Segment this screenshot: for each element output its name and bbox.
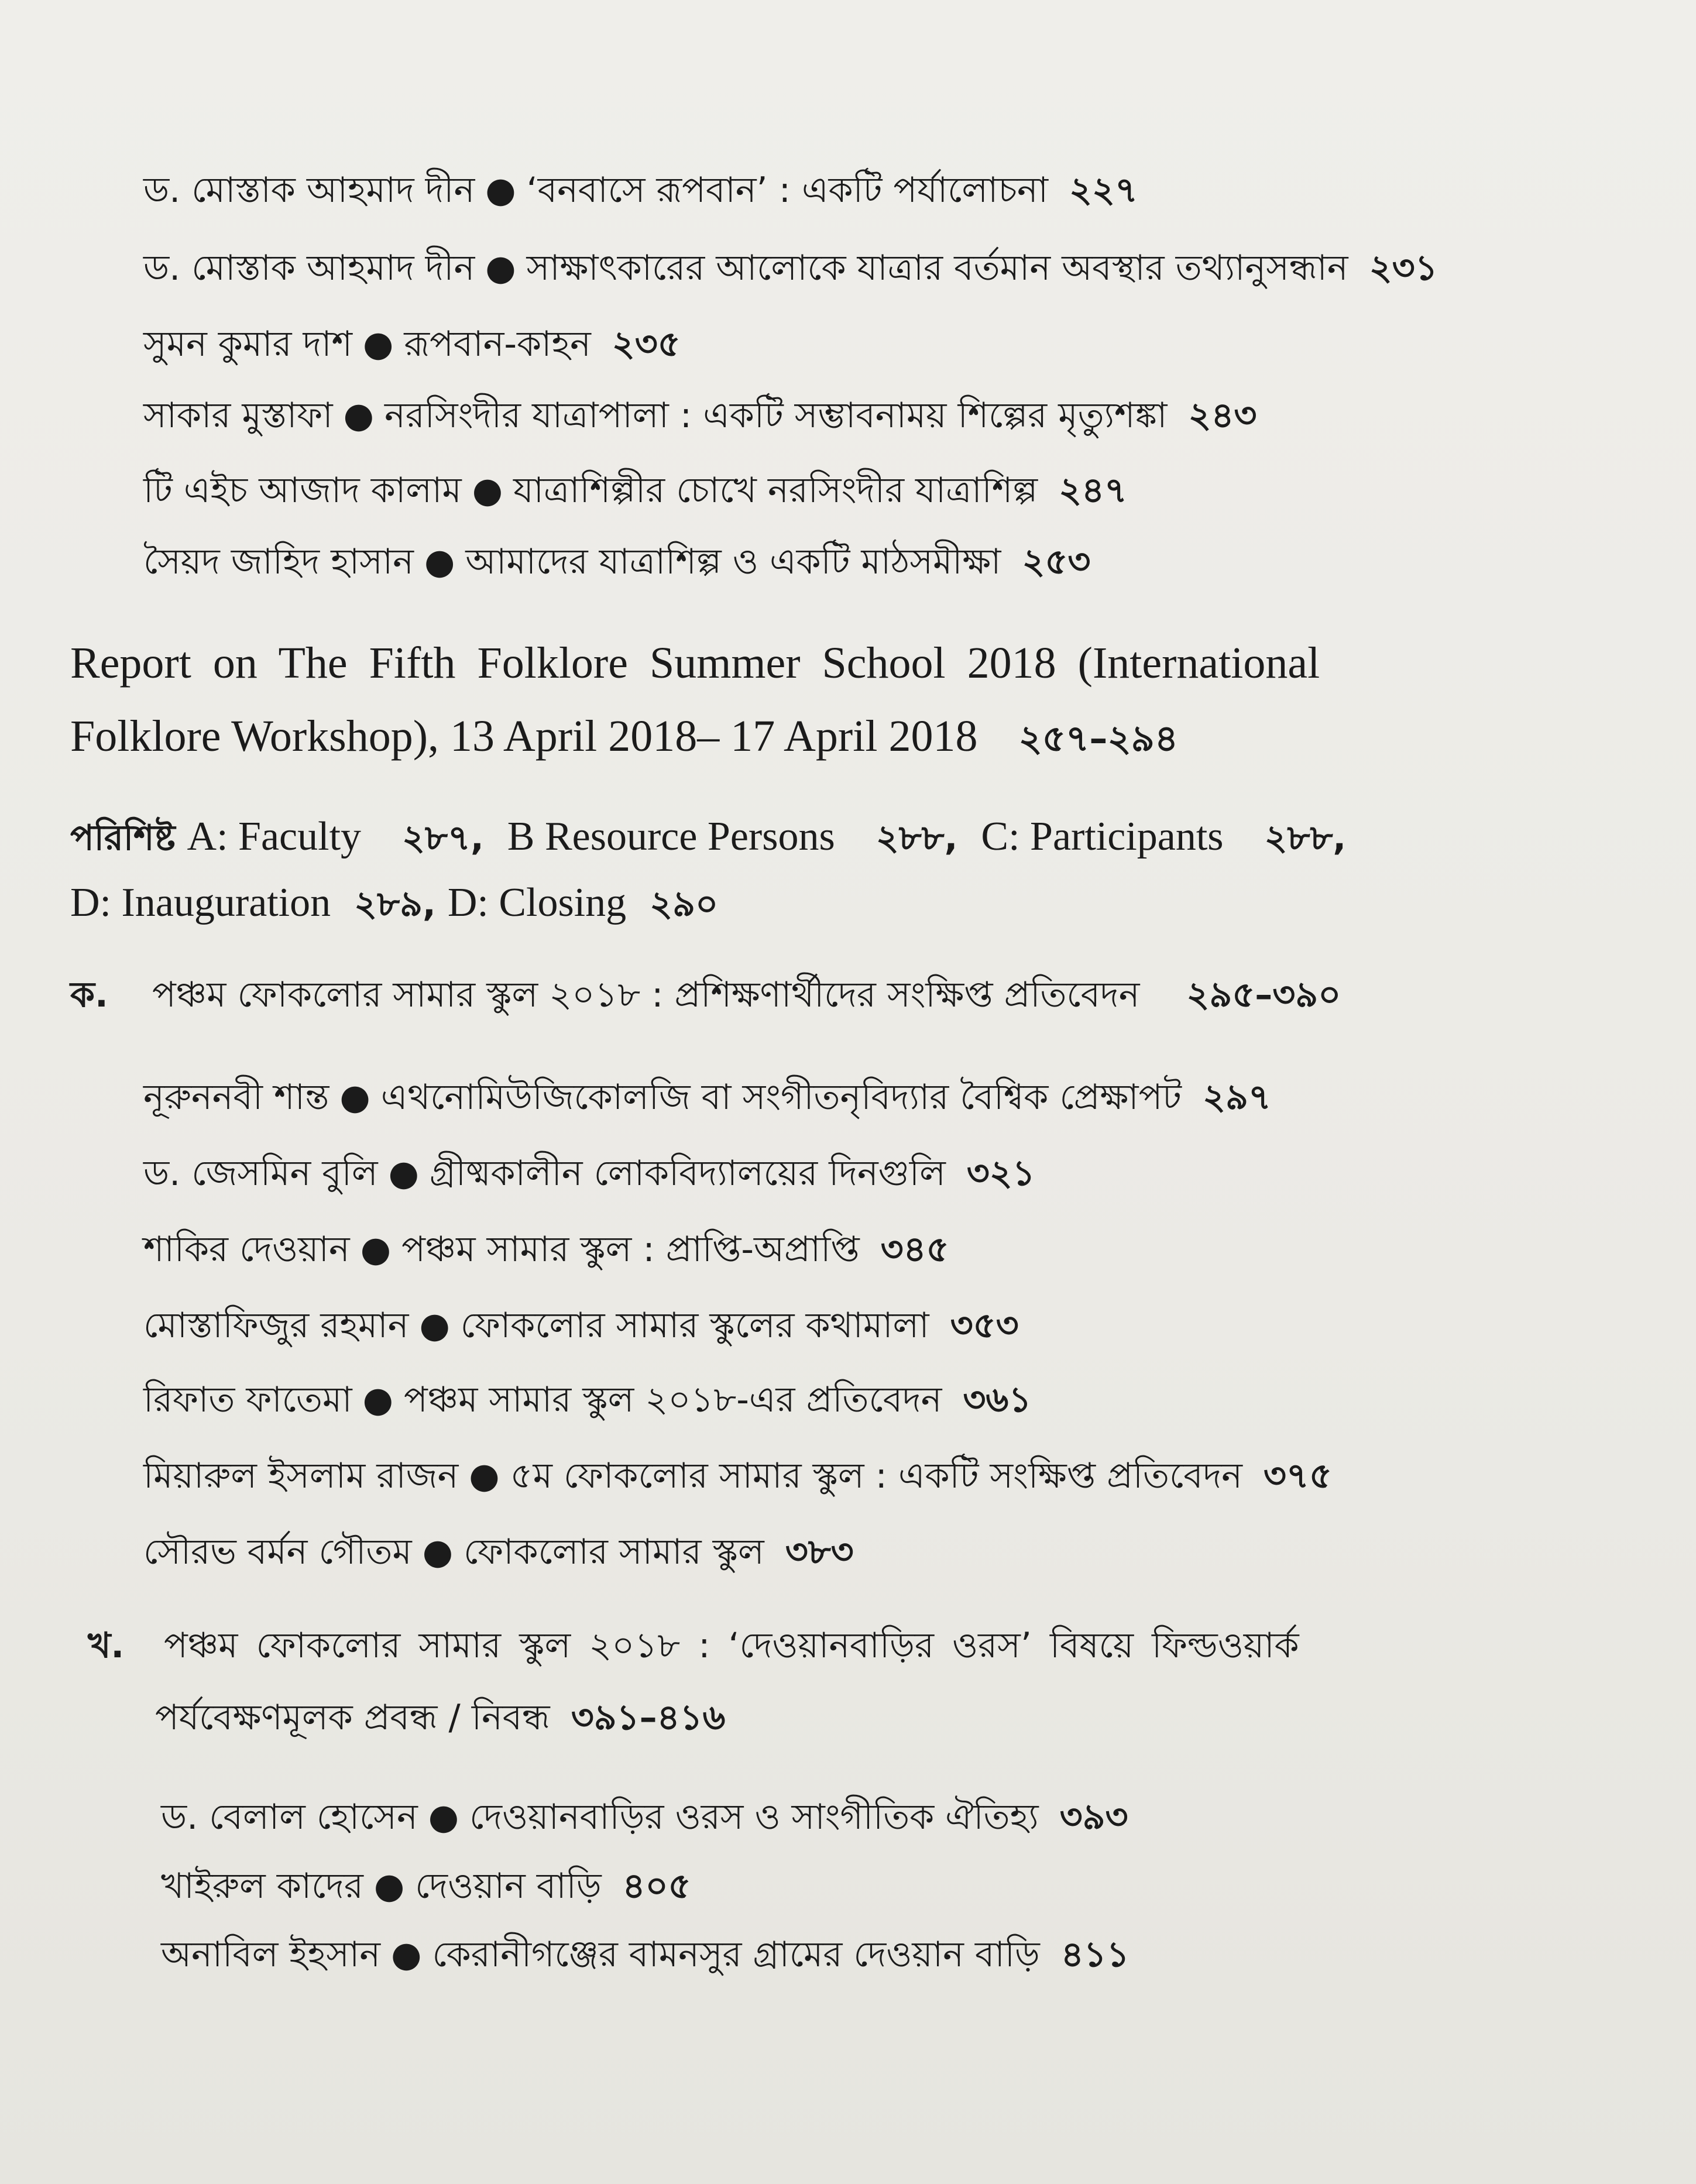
entry-title: যাত্রাশিল্পীর চোখে নরসিংদীর যাত্রাশিল্প <box>513 470 1038 511</box>
bullet-icon: ● <box>360 1229 392 1270</box>
entry-author: মিয়ারুল ইসলাম রাজন <box>143 1455 459 1496</box>
section-kha-title-line2: পর্যবেক্ষণমূলক প্রবন্ধ / নিবন্ধ <box>155 1697 550 1738</box>
entry-author: ড. বেলাল হোসেন <box>161 1797 418 1838</box>
toc-entry <box>143 541 1091 582</box>
entry-author: অনাবিল ইহসান <box>161 1934 381 1975</box>
section-ka-pages: ২৯৫–৩৯০ <box>1186 974 1341 1015</box>
toc-entry <box>161 1797 1128 1838</box>
toc-entry <box>143 324 681 365</box>
toc-entry <box>143 1229 949 1270</box>
entry-title: ফোকলোর সামার স্কুলের কথামালা <box>460 1305 929 1346</box>
entry-author: ড. জেসমিন বুলি <box>143 1153 378 1194</box>
appendix-line1 <box>70 816 1346 857</box>
toc-entry <box>161 1934 1129 1975</box>
entry-author: টি এইচ আজাদ কালাম <box>143 470 462 511</box>
entry-page: ২৪৩ <box>1188 395 1257 436</box>
toc-entry <box>143 395 1257 436</box>
entry-title: দেওয়ান বাড়ি <box>415 1866 602 1907</box>
entry-page: ২৩৫ <box>612 324 681 365</box>
toc-entry <box>143 170 1138 211</box>
entry-author: রিফাত ফাতেমা <box>143 1379 352 1420</box>
entry-author: খাইরুল কাদের <box>161 1866 363 1907</box>
entry-page: ৩৭৫ <box>1263 1455 1332 1496</box>
bullet-icon: ● <box>428 1797 459 1838</box>
appendix-d2-text: D: Closing <box>447 880 627 925</box>
section-kha-label: খ. <box>88 1625 125 1666</box>
entry-author: সৈয়দ জাহিদ হাসান <box>143 541 414 582</box>
section-kha-heading-line2 <box>155 1697 726 1738</box>
entry-title: দেওয়ানবাড়ির ওরস ও সাংগীতিক ঐতিহ্য <box>469 1797 1039 1838</box>
bullet-icon: ● <box>373 1866 405 1907</box>
entry-title: ৫ম ফোকলোর সামার স্কুল : একটি সংক্ষিপ্ত প্রতিবেদন <box>510 1455 1242 1496</box>
entry-page: ৩৪৫ <box>880 1229 949 1270</box>
entry-author: সুমন কুমার দাশ <box>143 324 353 365</box>
entry-title: ফোকলোর সামার স্কুল <box>464 1531 764 1572</box>
entry-title: পঞ্চম সামার স্কুল ২০১৮-এর প্রতিবেদন <box>403 1379 942 1420</box>
entry-page: ৩২১ <box>966 1153 1035 1194</box>
section-kha-heading-line1 <box>88 1625 1299 1666</box>
entry-page: ৩৮৩ <box>785 1531 854 1572</box>
bullet-icon: ● <box>424 541 455 582</box>
entry-title: এথনোমিউজিকোলজি বা সংগীতনৃবিদ্যার বৈশ্বিক প্রেক্ষাপট <box>380 1077 1182 1118</box>
bullet-icon: ● <box>485 248 516 289</box>
entry-title: রূপবান-কাহন <box>404 324 591 365</box>
entry-author: ড. মোস্তাক আহমাদ দীন <box>143 170 475 211</box>
bullet-icon: ● <box>419 1305 450 1346</box>
toc-entry <box>161 1866 691 1907</box>
toc-entry <box>143 1153 1035 1194</box>
entry-page: ৪১১ <box>1060 1934 1129 1975</box>
bullet-icon: ● <box>422 1531 454 1572</box>
toc-entry <box>143 248 1438 289</box>
entry-page: ২২৭ <box>1069 170 1138 211</box>
entry-title: নরসিংদীর যাত্রাপালা : একটি সম্ভাবনাময় শিল্পের মৃত্যুশঙ্কা <box>384 395 1168 436</box>
bullet-icon: ● <box>469 1455 500 1496</box>
appendix-a-text: A: Faculty <box>187 814 362 859</box>
appendix-b-text: B Resource Persons <box>507 814 835 859</box>
entry-title: গ্রীষ্মকালীন লোকবিদ্যালয়ের দিনগুলি <box>429 1153 946 1194</box>
section-ka-label: ক. <box>70 974 108 1015</box>
toc-entry <box>143 1305 1019 1346</box>
entry-page: ৩৬১ <box>963 1379 1032 1420</box>
entry-title: আমাদের যাত্রাশিল্প ও একটি মাঠসমীক্ষা <box>465 541 1001 582</box>
appendix-label: পরিশিষ্ট <box>70 818 176 859</box>
toc-entry <box>143 1379 1032 1420</box>
entry-title: সাক্ষাৎকারের আলোকে যাত্রার বর্তমান অবস্থার তথ্যানুসন্ধান <box>526 248 1348 289</box>
section-ka-title: পঞ্চম ফোকলোর সামার স্কুল ২০১৮ : প্রশিক্ষণার্থীদের সংক্ষিপ্ত প্রতিবেদন <box>152 974 1140 1015</box>
appendix-d2-page: ২৯০ <box>650 884 719 925</box>
bullet-icon: ● <box>363 324 394 365</box>
appendix-d1-page: ২৮৯, <box>354 884 436 925</box>
entry-author: সাকার মুস্তাফা <box>143 395 333 436</box>
appendix-d1-text: D: Inauguration <box>70 880 331 925</box>
toc-entry <box>143 1077 1271 1118</box>
entry-title: কেরানীগঞ্জের বামনসুর গ্রামের দেওয়ান বাড়ি <box>432 1934 1040 1975</box>
entry-page: ৩৯৩ <box>1059 1797 1128 1838</box>
bullet-icon: ● <box>391 1934 422 1975</box>
section-ka-heading <box>70 974 1341 1015</box>
entry-page: ২৫৩ <box>1022 541 1091 582</box>
section-kha-pages: ৩৯১–৪১৬ <box>571 1697 726 1738</box>
toc-entry <box>143 1455 1332 1496</box>
entry-title: পঞ্চম সামার স্কুল : প্রাপ্তি-অপ্রাপ্তি <box>401 1229 860 1270</box>
appendix-c-text: C: Participants <box>981 814 1224 859</box>
toc-entry <box>143 1531 854 1572</box>
appendix-c-page: ২৮৮, <box>1264 818 1347 859</box>
entry-page: ২৪৭ <box>1059 470 1128 511</box>
appendix-line2 <box>70 882 718 923</box>
bullet-icon: ● <box>362 1379 393 1420</box>
entry-page: ৪০৫ <box>622 1866 691 1907</box>
toc-entry <box>143 470 1128 511</box>
entry-author: ড. মোস্তাক আহমাদ দীন <box>143 248 475 289</box>
bullet-icon: ● <box>472 470 503 511</box>
bullet-icon: ● <box>339 1077 370 1118</box>
section-kha-title-line1: পঞ্চম ফোকলোর সামার স্কুল ২০১৮ : ‘দেওয়ানবাড়ির ওরস’ বিষয়ে ফিল্ডওয়ার্ক <box>164 1625 1299 1666</box>
entry-page: ৩৫৩ <box>950 1305 1019 1346</box>
entry-page: ২৩১ <box>1369 248 1438 289</box>
entry-page: ২৯৭ <box>1203 1077 1271 1118</box>
report-title-line1: Report on The Fifth Folklore Summer School 2018 (International <box>70 638 1320 688</box>
entry-author: শাকির দেওয়ান <box>143 1229 350 1270</box>
entry-author: নূরুননবী শান্ত <box>143 1077 329 1118</box>
report-title-line2 <box>70 712 1179 761</box>
report-pages: ২৫৭–২৯৪ <box>1018 717 1179 760</box>
entry-title: ‘বনবাসে রূপবান’ : একটি পর্যালোচনা <box>526 170 1049 211</box>
report-title-text: Folklore Workshop), 13 April 2018– 17 April 2018 <box>70 712 978 761</box>
appendix-b-page: ২৮৮, <box>876 818 958 859</box>
entry-author: মোস্তাফিজুর রহমান <box>143 1305 409 1346</box>
appendix-a-page: ২৮৭, <box>402 818 484 859</box>
bullet-icon: ● <box>343 395 374 436</box>
bullet-icon: ● <box>485 170 516 211</box>
bullet-icon: ● <box>388 1153 419 1194</box>
entry-author: সৌরভ বর্মন গৌতম <box>143 1531 412 1572</box>
